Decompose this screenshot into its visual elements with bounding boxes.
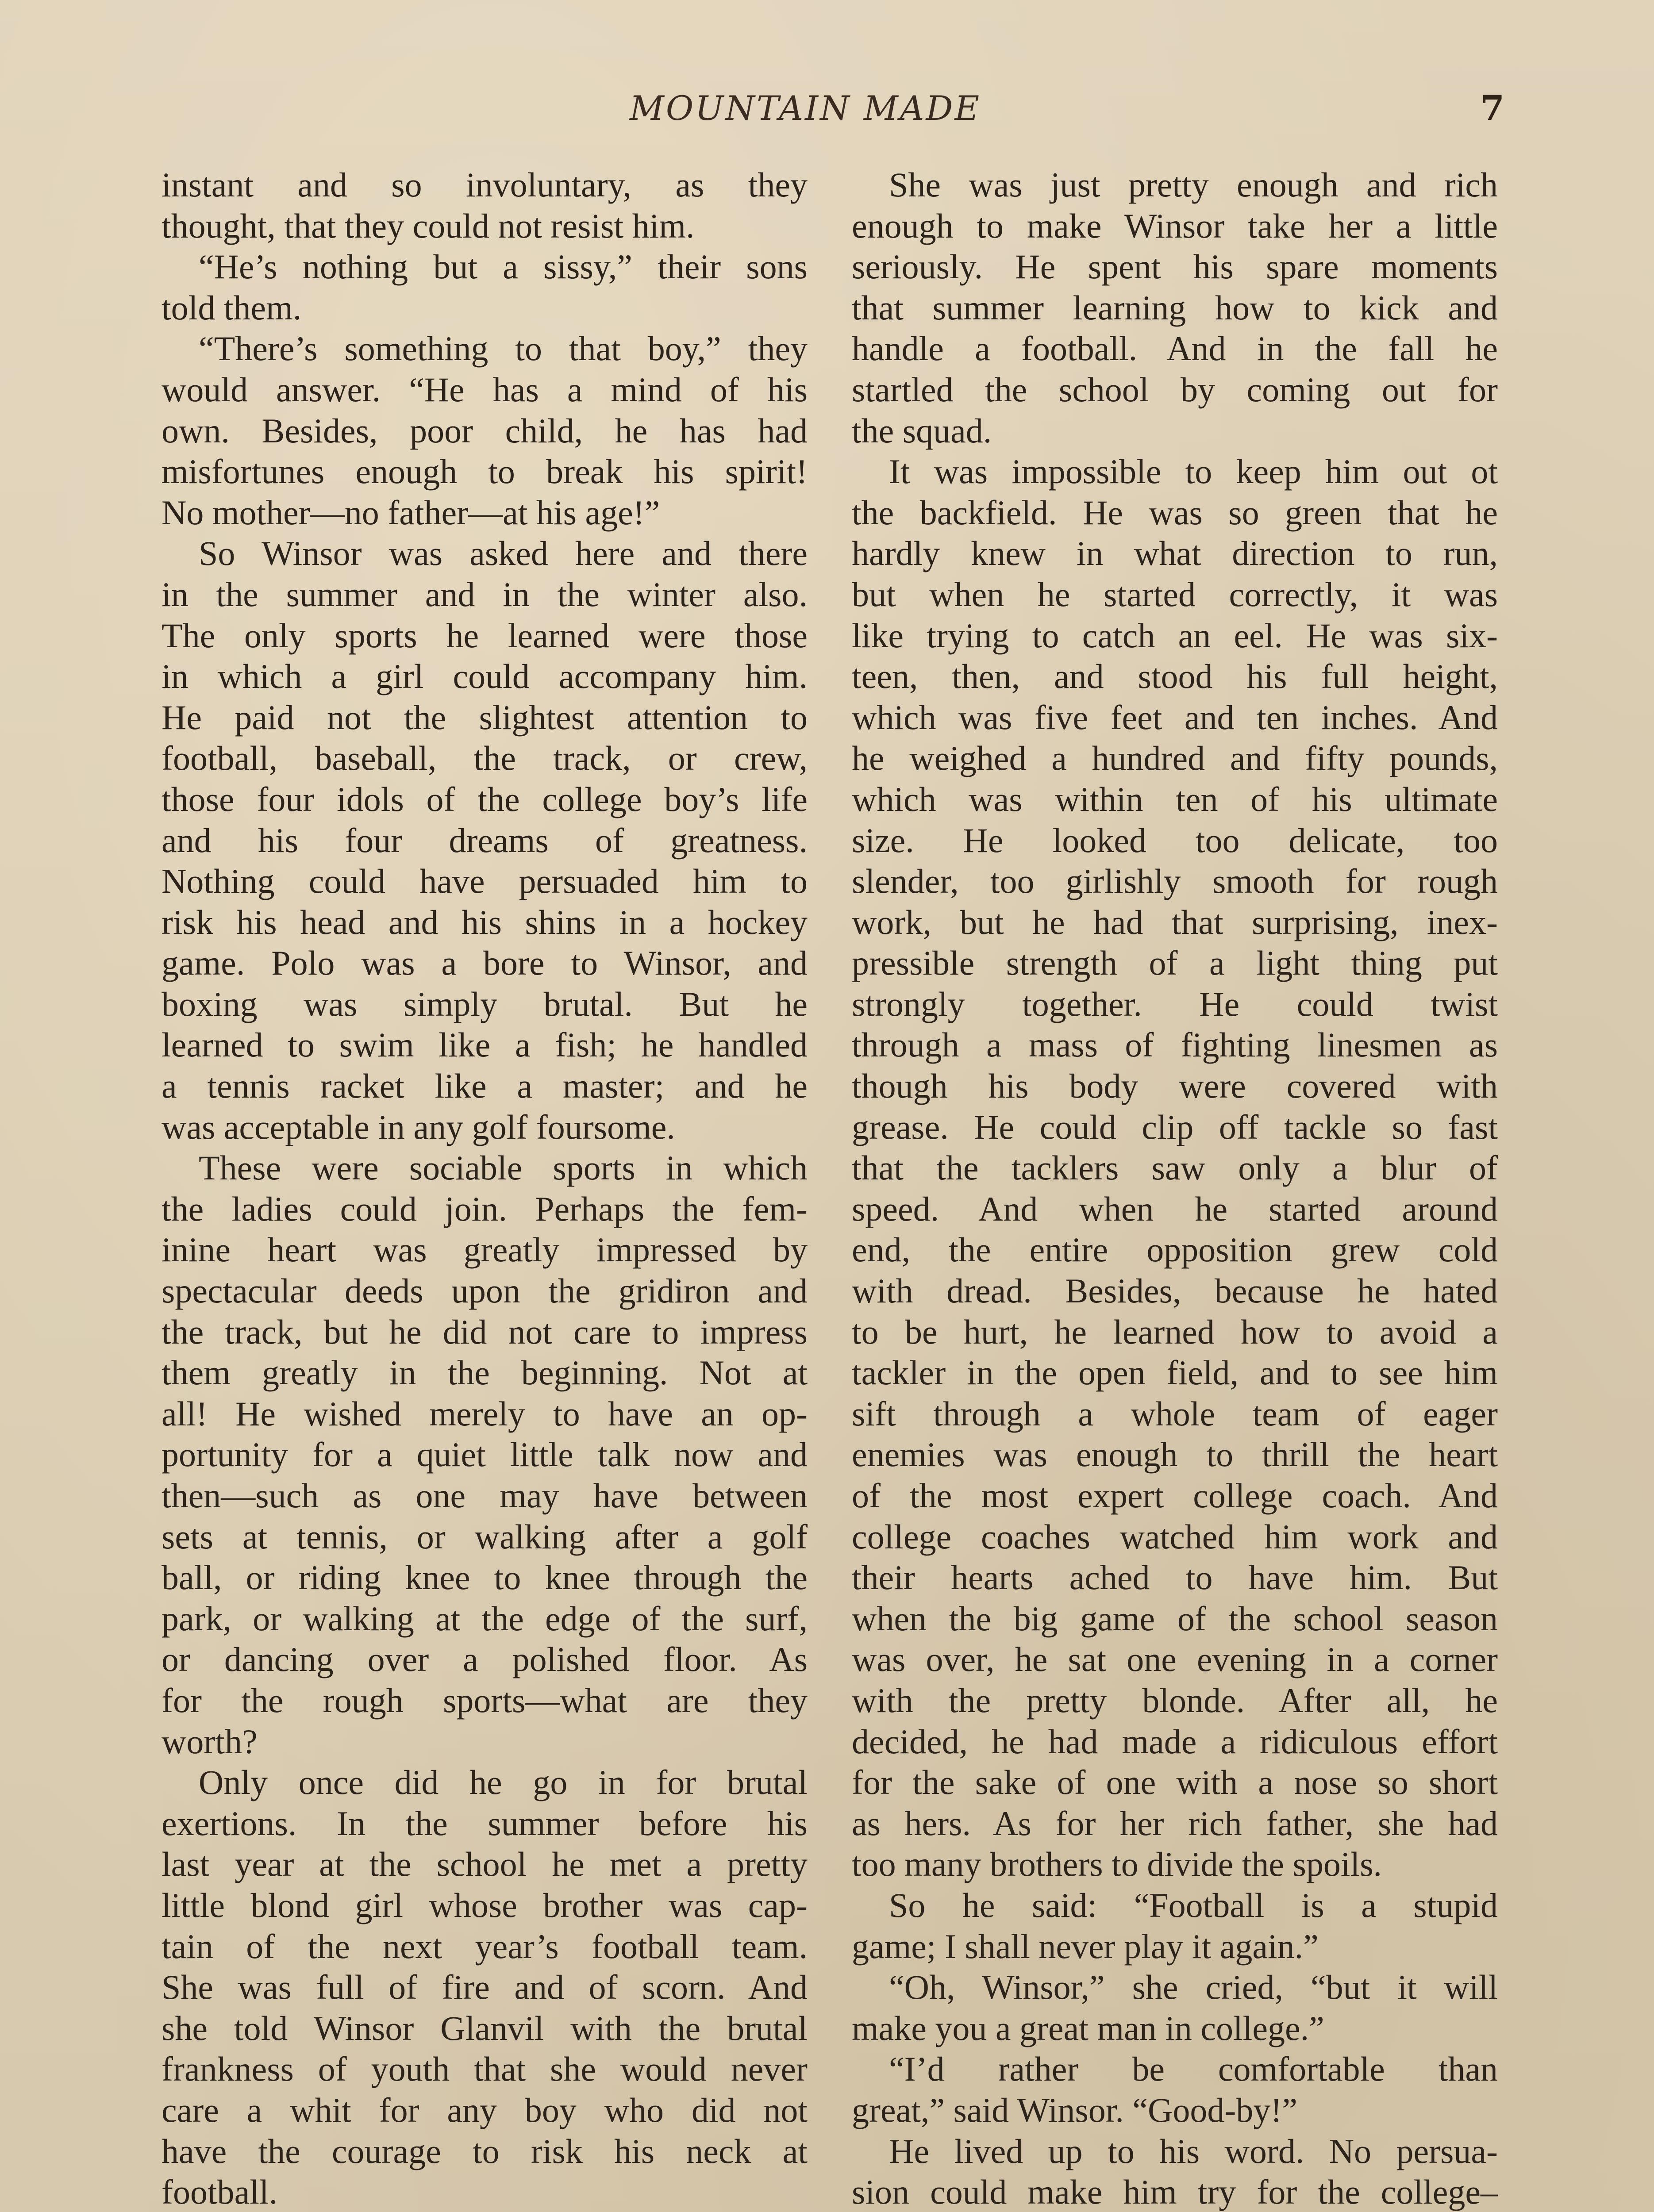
text-line: he weighed a hundred and fifty pounds,: [852, 739, 1498, 778]
text-line: portunity for a quiet little talk now and: [162, 1435, 808, 1474]
text-line: of the most expert college coach. And: [852, 1476, 1498, 1515]
text-line: instant and so involuntary, as they: [162, 165, 808, 204]
text-line: care a whit for any boy who did not: [162, 2090, 808, 2129]
text-line: These were sociable sports in which: [199, 1148, 808, 1187]
text-line: teen, then, and stood his full height,: [852, 657, 1498, 696]
text-line: the squad.: [852, 411, 992, 450]
text-line: The only sports he learned were those: [162, 616, 808, 655]
text-line: last year at the school he met a pretty: [162, 1845, 808, 1884]
text-line: then—such as one may have between: [162, 1476, 808, 1515]
text-line: which was five feet and ten inches. And: [852, 698, 1498, 737]
text-line: misfortunes enough to break his spirit!: [162, 452, 808, 491]
text-line: as hers. As for her rich father, she had: [852, 1804, 1498, 1843]
text-line: make you a great man in college.”: [852, 2008, 1324, 2047]
text-line: It was impossible to keep him out ot: [889, 452, 1498, 491]
text-line: would answer. “He has a mind of his: [162, 370, 808, 409]
text-column-left: [162, 165, 808, 2212]
text-line: all! He wished merely to have an op-: [162, 1394, 808, 1433]
text-line: college coaches watched him work and: [852, 1517, 1498, 1556]
text-line: “Oh, Winsor,” she cried, “but it will: [889, 1968, 1498, 2007]
text-line: sift through a whole team of eager: [852, 1394, 1498, 1433]
text-line: exertions. In the summer before his: [162, 1804, 808, 1843]
text-line: pressible strength of a light thing put: [852, 944, 1498, 983]
text-line: ball, or riding knee to knee through the: [162, 1558, 808, 1597]
page-number: 7: [1480, 88, 1504, 128]
text-line: football.: [162, 2173, 278, 2212]
text-line: So Winsor was asked here and there: [199, 534, 808, 573]
text-line: the ladies could join. Perhaps the fem-: [162, 1189, 808, 1228]
text-line: which was within ten of his ultimate: [852, 780, 1498, 818]
text-line: for the rough sports—what are they: [162, 1681, 808, 1720]
text-line: strongly together. He could twist: [852, 984, 1498, 1023]
text-line: own. Besides, poor child, he has had: [162, 411, 808, 450]
text-line: She was full of fire and of scorn. And: [162, 1968, 808, 2007]
text-line: or dancing over a polished floor. As: [162, 1640, 808, 1679]
text-line: that the tacklers saw only a blur of: [852, 1148, 1498, 1187]
text-line: sets at tennis, or walking after a golf: [162, 1517, 808, 1556]
text-line: enemies was enough to thrill the heart: [852, 1435, 1498, 1474]
text-column-right: [852, 165, 1498, 2212]
text-line: frankness of youth that she would never: [162, 2050, 808, 2089]
text-line: tackler in the open field, and to see him: [852, 1353, 1498, 1392]
text-line: the track, but he did not care to impress: [162, 1312, 808, 1351]
text-line: football, baseball, the track, or crew,: [162, 739, 808, 778]
text-line: for the sake of one with a nose so short: [852, 1763, 1498, 1802]
text-line: their hearts ached to have him. But: [852, 1558, 1498, 1597]
text-line: little blond girl whose brother was cap-: [162, 1886, 808, 1924]
text-line: startled the school by coming out for: [852, 370, 1498, 409]
text-line: boxing was simply brutal. But he: [162, 984, 808, 1023]
text-line: in which a girl could accompany him.: [162, 657, 808, 696]
text-line: worth?: [162, 1722, 258, 1761]
text-line: told them.: [162, 288, 302, 327]
running-title: MOUNTAIN MADE: [630, 88, 981, 128]
text-line: “He’s nothing but a sissy,” their sons: [199, 247, 808, 286]
text-line: So he said: “Football is a stupid: [889, 1886, 1498, 1924]
text-line: sion could make him try for the college–: [852, 2173, 1498, 2212]
text-line: Nothing could have persuaded him to: [162, 862, 808, 901]
text-line: seriously. He spent his spare moments: [852, 247, 1498, 286]
text-line: was over, he sat one evening in a corner: [852, 1640, 1498, 1679]
text-line: those four idols of the college boy’s life: [162, 780, 808, 818]
page-header: [0, 84, 1654, 137]
text-line: game; I shall never play it again.”: [852, 1927, 1319, 1966]
text-line: to be hurt, he learned how to avoid a: [852, 1312, 1498, 1351]
text-line: spectacular deeds upon the gridiron and: [162, 1271, 808, 1310]
text-line: He paid not the slightest attention to: [162, 698, 808, 737]
text-line: slender, too girlishly smooth for rough: [852, 862, 1498, 901]
text-line: and his four dreams of greatness.: [162, 821, 808, 860]
text-line: great,” said Winsor. “Good-by!”: [852, 2090, 1297, 2129]
text-line: was acceptable in any golf foursome.: [162, 1107, 675, 1146]
text-line: them greatly in the beginning. Not at: [162, 1353, 808, 1392]
text-line: park, or walking at the edge of the surf,: [162, 1599, 808, 1638]
text-line: inine heart was greatly impressed by: [162, 1230, 808, 1269]
text-line: in the summer and in the winter also.: [162, 575, 808, 614]
text-line: learned to swim like a fish; he handled: [162, 1025, 808, 1064]
text-line: She was just pretty enough and rich: [889, 165, 1498, 204]
text-line: with the pretty blonde. After all, he: [852, 1681, 1498, 1720]
text-line: with dread. Besides, because he hated: [852, 1271, 1498, 1310]
text-line: He lived up to his word. No persua-: [889, 2131, 1498, 2170]
text-line: too many brothers to divide the spoils.: [852, 1845, 1382, 1884]
text-line: “I’d rather be comfortable than: [889, 2050, 1498, 2089]
text-line: handle a football. And in the fall he: [852, 329, 1498, 368]
text-line: tain of the next year’s football team.: [162, 1927, 808, 1966]
text-line: when the big game of the school season: [852, 1599, 1498, 1638]
text-line: but when he started correctly, it was: [852, 575, 1498, 614]
text-line: grease. He could clip off tackle so fast: [852, 1107, 1498, 1146]
text-line: risk his head and his shins in a hockey: [162, 902, 808, 941]
text-line: size. He looked too delicate, too: [852, 821, 1498, 860]
text-line: a tennis racket like a master; and he: [162, 1067, 808, 1106]
text-line: she told Winsor Glanvil with the brutal: [162, 2008, 808, 2047]
text-line: have the courage to risk his neck at: [162, 2131, 808, 2170]
text-line: speed. And when he started around: [852, 1189, 1498, 1228]
text-line: game. Polo was a bore to Winsor, and: [162, 944, 808, 983]
text-line: end, the entire opposition grew cold: [852, 1230, 1498, 1269]
text-line: hardly knew in what direction to run,: [852, 534, 1498, 573]
text-line: thought, that they could not resist him.: [162, 206, 695, 245]
text-line: enough to make Winsor take her a little: [852, 206, 1498, 245]
text-line: that summer learning how to kick and: [852, 288, 1498, 327]
text-line: though his body were covered with: [852, 1067, 1498, 1106]
text-line: like trying to catch an eel. He was six-: [852, 616, 1498, 655]
text-line: Only once did he go in for brutal: [199, 1763, 808, 1802]
text-line: through a mass of fighting linesmen as: [852, 1025, 1498, 1064]
text-line: “There’s something to that boy,” they: [199, 329, 808, 368]
text-line: work, but he had that surprising, inex-: [852, 902, 1498, 941]
text-line: decided, he had made a ridiculous effort: [852, 1722, 1498, 1761]
text-line: No mother—no father—at his age!”: [162, 493, 660, 532]
text-line: the backfield. He was so green that he: [852, 493, 1498, 532]
